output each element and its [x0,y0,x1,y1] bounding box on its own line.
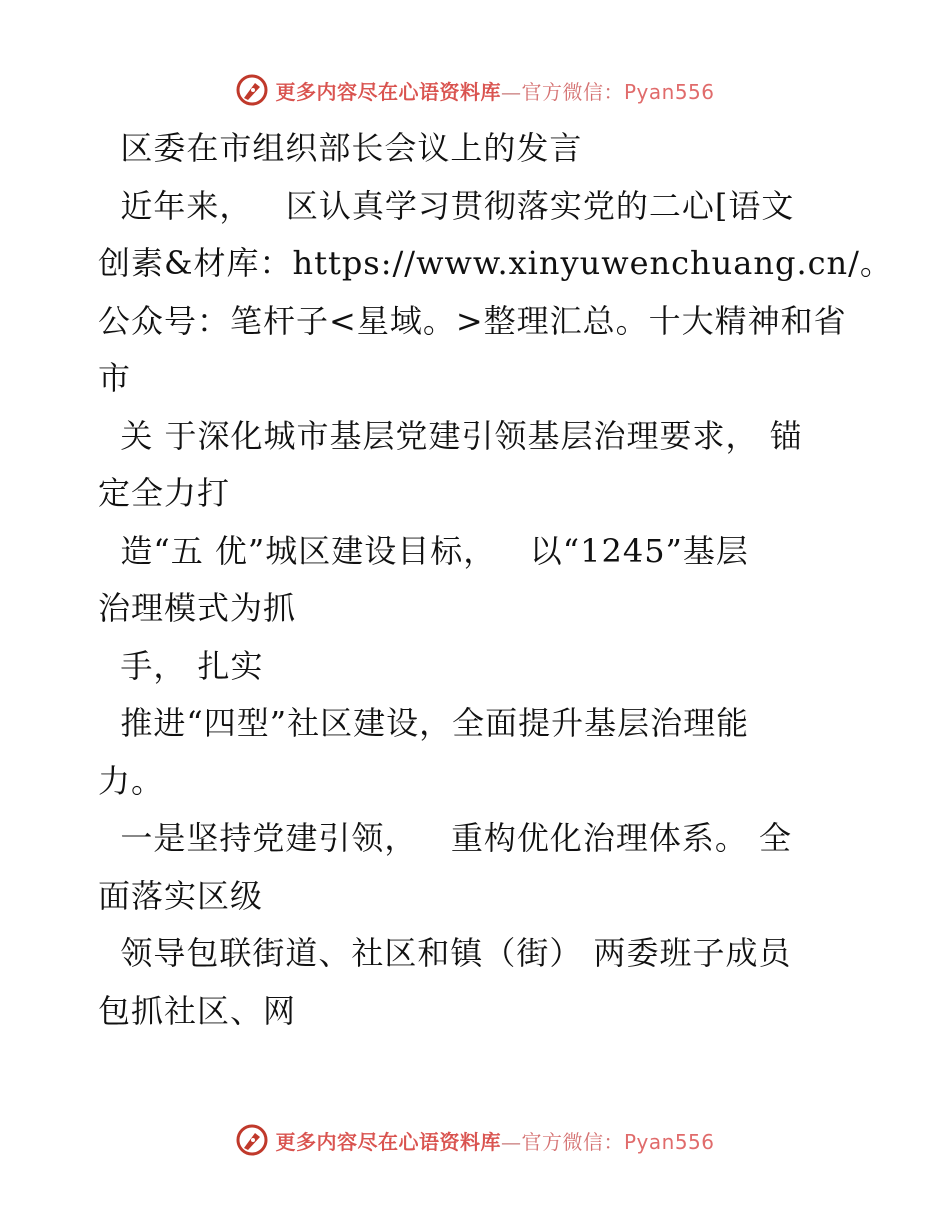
document-line: 创素&材库：https://www.xinyuwenchuang.cn/。 [98,244,893,282]
document-line: 治理模式为抓 [98,589,297,627]
document-line: 手， 扎实 [98,646,264,685]
document-line: 力。 [98,761,165,800]
banner-wechat-label: 官方微信： [521,79,624,104]
header-banner-text [275,76,714,105]
document-line: 推进“四型”社区建设，全面提升基层治理能 [98,704,750,742]
document-line: 公众号：笔杆子<星域。>整理汇总。十大精神和省 [98,301,847,340]
document-line: 一是坚持党建引领， 重构优化治理体系。 全 [98,819,793,857]
document-line: 定全力打 [98,474,231,512]
banner-account-id: Pyan556 [623,1129,715,1154]
document-line: 面落实区级 [98,876,264,915]
document-line: 造“五 优”城区建设目标， 以“1245”基层 [98,531,749,570]
document-body [98,120,893,1040]
pen-nib-circle-logo-icon [235,73,269,107]
banner-separator: — [500,1129,522,1154]
banner-account-id: Pyan556 [623,79,715,104]
document-title: 区委在市组织部长会议上的发言 [98,129,583,167]
document-line: 市 [98,359,132,397]
banner-separator: — [500,79,522,104]
footer-banner-text [275,1126,714,1155]
pen-nib-circle-logo-icon [235,1123,269,1157]
banner-main-text: 更多内容尽在心语资料库 [275,1129,501,1154]
banner-main-text: 更多内容尽在心语资料库 [275,79,501,104]
footer-banner [0,1120,950,1160]
header-banner [0,70,950,110]
document-line: 包抓社区、网 [98,991,297,1030]
document-line: 领导包联街道、社区和镇（街） 两委班子成员 [98,934,792,972]
document-line: 关 于深化城市基层党建引领基层治理要求， 锚 [98,416,803,455]
document-line: 近年来， 区认真学习贯彻落实党的二心[语文 [98,186,795,225]
banner-wechat-label: 官方微信： [521,1129,624,1154]
